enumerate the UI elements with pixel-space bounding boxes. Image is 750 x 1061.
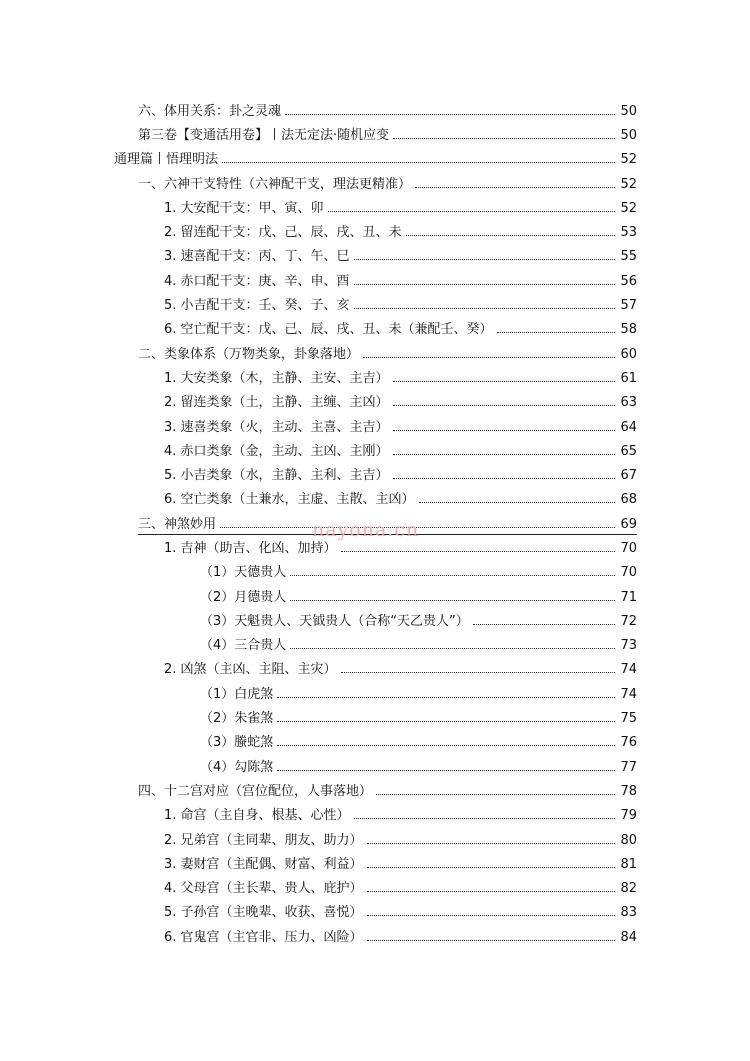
toc-entry-title: 1. 命宫（主自身、根基、心性）	[164, 808, 350, 824]
dot-leader	[393, 405, 615, 406]
toc-entry-title: （3）螣蛇煞	[200, 735, 274, 751]
dot-leader	[354, 259, 615, 260]
toc-entry[interactable]	[0, 585, 750, 609]
dot-leader	[328, 211, 615, 212]
toc-entry-page-number: 71	[620, 589, 637, 605]
dot-leader	[415, 187, 615, 188]
toc-entry[interactable]	[0, 682, 750, 706]
toc-entry-page-number: 81	[620, 856, 637, 872]
dot-leader	[367, 867, 615, 868]
toc-entry-page-number: 52	[620, 176, 637, 192]
toc-entry-title: 三、神煞妙用	[138, 516, 217, 532]
toc-entry[interactable]	[0, 463, 750, 487]
toc-entry[interactable]	[0, 901, 750, 925]
dot-leader	[367, 891, 615, 892]
toc-entry-page-number: 52	[620, 200, 637, 216]
toc-entry-title: 6. 官鬼宫（主官非、压力、凶险）	[164, 929, 363, 945]
toc-entry-title: 3. 妻财宫（主配偶、财富、利益）	[164, 856, 363, 872]
toc-entry-page-number: 76	[620, 735, 637, 751]
dot-leader	[367, 940, 615, 941]
toc-entry[interactable]	[0, 609, 750, 633]
toc-entry-page-number: 72	[620, 613, 637, 629]
dot-leader	[354, 308, 615, 309]
toc-entry[interactable]	[0, 658, 750, 682]
toc-entry-title: 6. 空亡类象（土兼水，主虚、主散、主凶）	[164, 492, 415, 508]
dot-leader	[290, 575, 615, 576]
toc-entry[interactable]	[0, 366, 750, 390]
toc-entry[interactable]	[0, 293, 750, 317]
toc-entry[interactable]	[0, 415, 750, 439]
toc-entry-page-number: 67	[620, 468, 637, 484]
toc-entry-title: 5. 小吉类象（水，主静、主利、主吉）	[164, 468, 389, 484]
dot-leader	[277, 697, 615, 698]
dot-leader	[473, 624, 615, 625]
toc-entry-page-number: 65	[620, 443, 637, 459]
dot-leader	[393, 138, 615, 139]
toc-entry-page-number: 74	[620, 662, 637, 678]
toc-entry[interactable]	[0, 318, 750, 342]
toc-entry-page-number: 50	[620, 103, 637, 119]
toc-entry-title: 通理篇丨悟理明法	[114, 152, 219, 168]
toc-entry-page-number: 55	[620, 249, 637, 265]
toc-entry-page-number: 75	[620, 711, 637, 727]
toc-entry-page-number: 57	[620, 298, 637, 314]
dot-leader	[354, 818, 615, 819]
toc-entry-title: （4）三合贵人	[200, 638, 287, 654]
toc-entry[interactable]	[0, 828, 750, 852]
dot-leader	[393, 381, 615, 382]
toc-entry-page-number: 79	[620, 808, 637, 824]
toc-entry-page-number: 63	[620, 395, 637, 411]
toc-entry-title: （4）勾陈煞	[200, 759, 274, 775]
toc-entry-page-number: 50	[620, 127, 637, 143]
toc-entry-title: （3）天魁贵人、天钺贵人（合称“天乙贵人”）	[200, 613, 469, 629]
dot-leader	[406, 235, 615, 236]
toc-entry-page-number: 80	[620, 832, 637, 848]
toc-entry-title: （1）天德贵人	[200, 565, 287, 581]
toc-entry-page-number: 52	[620, 152, 637, 168]
toc-entry[interactable]	[0, 391, 750, 415]
toc-entry-page-number: 53	[620, 225, 637, 241]
dot-leader	[290, 648, 615, 649]
toc-entry-title: 1. 大安配干支：甲、寅、卯	[164, 200, 324, 216]
dot-leader	[290, 600, 615, 601]
toc-entry-page-number: 60	[620, 346, 637, 362]
toc-entry-page-number: 68	[620, 492, 637, 508]
toc-entry-page-number: 74	[620, 686, 637, 702]
dot-leader	[341, 551, 615, 552]
toc-entry-page-number: 64	[620, 419, 637, 435]
toc-entry-title: 第三卷【变通活用卷】丨法无定法·随机应变	[138, 127, 390, 143]
dot-leader	[393, 430, 615, 431]
dot-leader	[393, 454, 615, 455]
toc-entry[interactable]	[0, 779, 750, 803]
toc-entry-title: （1）白虎煞	[200, 686, 274, 702]
toc-entry[interactable]	[0, 925, 750, 949]
toc-entry-title: 3. 速喜类象（火，主动、主喜、主吉）	[164, 419, 389, 435]
dot-leader	[497, 332, 615, 333]
toc-entry-title: 4. 赤口配干支：庚、辛、申、酉	[164, 273, 350, 289]
toc-entry[interactable]	[0, 123, 750, 147]
toc-entry-page-number: 58	[620, 322, 637, 338]
toc-entry[interactable]	[0, 196, 750, 220]
toc-entry-page-number: 69	[620, 516, 637, 532]
toc-entry[interactable]	[0, 706, 750, 730]
dot-leader	[376, 794, 615, 795]
dot-leader	[354, 284, 615, 285]
toc-entry[interactable]	[0, 561, 750, 585]
toc-entry-page-number: 56	[620, 273, 637, 289]
toc-entry[interactable]	[0, 99, 750, 123]
toc-entry[interactable]	[0, 634, 750, 658]
toc-entry-page-number: 61	[620, 370, 637, 386]
toc-entry-title: 5. 子孙宫（主晚辈、收获、喜悦）	[164, 905, 363, 921]
dot-leader	[393, 478, 615, 479]
toc-entry-title: 5. 小吉配干支：壬、癸、子、亥	[164, 298, 350, 314]
toc-entry-title: （2）朱雀煞	[200, 711, 274, 727]
dot-leader	[277, 721, 615, 722]
dot-leader	[419, 502, 615, 503]
toc-entry-page-number: 70	[620, 540, 637, 556]
toc-entry-title: 3. 速喜配干支：丙、丁、午、巳	[164, 249, 350, 265]
toc-entry[interactable]	[0, 755, 750, 779]
toc-entry-title: 4. 赤口类象（金，主动、主凶、主刚）	[164, 443, 389, 459]
toc-entry-page-number: 77	[620, 759, 637, 775]
dot-leader	[363, 357, 615, 358]
toc-entry[interactable]	[0, 220, 750, 244]
dot-leader	[277, 770, 615, 771]
toc-entry-page-number: 73	[620, 638, 637, 654]
toc-entry[interactable]	[0, 488, 750, 512]
toc-entry[interactable]	[0, 148, 750, 172]
dot-leader	[341, 672, 615, 673]
dot-leader	[222, 162, 615, 163]
toc-entry[interactable]	[0, 877, 750, 901]
toc-entry-title: 4. 父母宫（主长辈、贵人、庇护）	[164, 881, 363, 897]
toc-entry[interactable]	[0, 245, 750, 269]
dot-leader	[285, 114, 615, 115]
toc-entry[interactable]	[0, 804, 750, 828]
toc-entry[interactable]	[0, 342, 750, 366]
toc-entry-page-number: 83	[620, 905, 637, 921]
toc-entry[interactable]	[0, 731, 750, 755]
toc-entry[interactable]	[0, 439, 750, 463]
toc-entry-page-number: 70	[620, 565, 637, 581]
dot-leader	[367, 843, 615, 844]
toc-entry[interactable]	[0, 172, 750, 196]
toc-entry-title: 2. 兄弟宫（主同辈、朋友、助力）	[164, 832, 363, 848]
toc-entry-title: （2）月德贵人	[200, 589, 287, 605]
watermark: nayona.cn	[312, 519, 420, 541]
toc-entry-page-number: 84	[620, 929, 637, 945]
toc-entry-title: 二、类象体系（万物类象，卦象落地）	[138, 346, 360, 362]
toc-entry-page-number: 78	[620, 783, 637, 799]
toc-entry-title: 六、体用关系：卦之灵魂	[138, 103, 282, 119]
toc-entry[interactable]	[0, 269, 750, 293]
toc-entry-page-number: 82	[620, 881, 637, 897]
toc-entry-title: 1. 大安类象（木，主静、主安、主吉）	[164, 370, 389, 386]
toc-entry-title: 四、十二宫对应（宫位配位，人事落地）	[138, 783, 373, 799]
toc-entry-title: 1. 吉神（助吉、化凶、加持）	[164, 540, 337, 556]
toc-entry-title: 6. 空亡配干支：戊、己、辰、戌、丑、未（兼配壬、癸）	[164, 322, 493, 338]
toc-entry-title: 2. 留连类象（土，主静、主缠、主凶）	[164, 395, 389, 411]
dot-leader	[277, 745, 615, 746]
dot-leader	[367, 915, 615, 916]
toc-entry-title: 一、六神干支特性（六神配干支，理法更精准）	[138, 176, 412, 192]
toc-entry[interactable]	[0, 852, 750, 876]
toc-entry-title: 2. 凶煞（主凶、主阻、主灾）	[164, 662, 337, 678]
toc-entry-title: 2. 留连配干支：戊、己、辰、戌、丑、未	[164, 225, 402, 241]
